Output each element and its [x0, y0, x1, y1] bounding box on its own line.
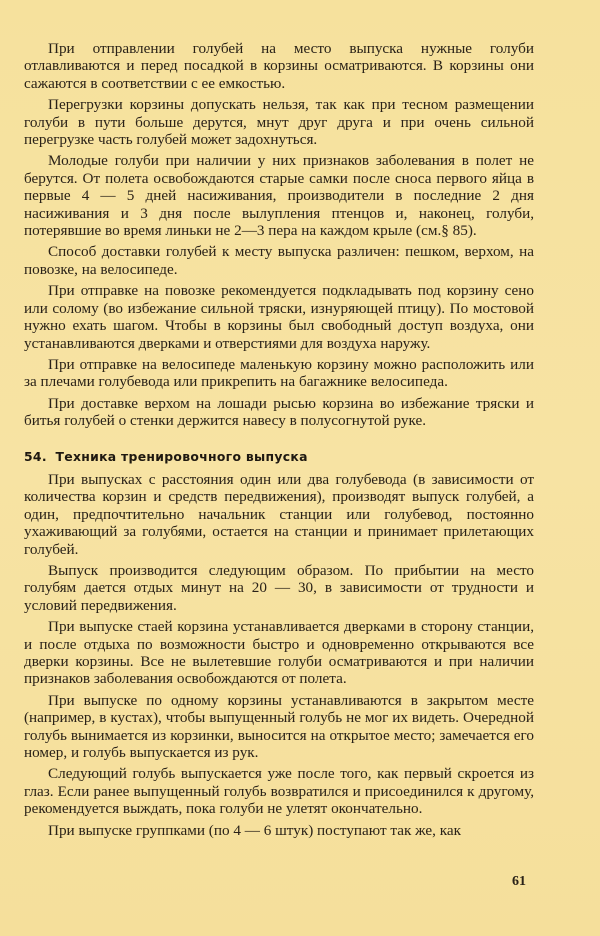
- page-number: 61: [512, 874, 526, 889]
- section-number: 54.: [24, 448, 47, 464]
- paragraph-11: При выпуске по одному корзины устанавливаются в закрытом месте (например, в кустах), чтобы выпущенный голубь не мог их видеть. Очередной голубь вынимается из корзинки, выносится на открытое место; замечается его номер, и голубь выпускается из рук.: [24, 691, 534, 762]
- paragraph-13: При выпуске группками (по 4 — 6 штук) поступают так же, как: [48, 821, 462, 839]
- paragraph-12: Следующий голубь выпускается уже после того, как первый скроется из глаз. Если ранее выпущенный голубь возвратился и присоединился к другому, рекомендуется выждать, пока голуби не улетят окончательно.: [24, 765, 534, 818]
- paragraph-9: Выпуск производится следующим образом. По прибытии на место голубям дается отдых минут на 20 — 30, в зависимости от трудности и условий передвижения.: [24, 561, 534, 614]
- paragraph-3: Молодые голуби при наличии у них признаков заболевания в полет не берутся. От полета освобождаются старые самки после сноса первого яйца в первые 4 — 5 дней насиживания, производители в последние 2 дня насиживания и 3 дня после вылупления птенцов и, наконец, голуби, потерявшие во время линьки не 2—3 пера на каждом крыле (см.§ 85).: [24, 152, 534, 240]
- paragraph-6: При отправке на велосипеде маленькую корзину можно расположить или за плечами голубевода или прикрепить на багажнике велосипеда.: [24, 355, 534, 391]
- paragraph-8: При выпусках с расстояния один или два голубевода (в зависимости от количества корзин и средств передвижения), производят выпуск голубей, а один, предпочтительно начальник станции или голубевод, постоянно ухаживающий за голубями, остается на станции и принимает прилетающих голубей.: [24, 470, 534, 558]
- paragraph-5: При отправке на повозке рекомендуется подкладывать под корзину сено или солому (во избежание сильной тряски, изнуряющей птицу). По мостовой нужно ехать шагом. Чтобы в корзины был свободный доступ воздуха, они устанавливаются дверками и отверстиями для воздуха наружу.: [24, 282, 534, 352]
- page-body: [24, 40, 534, 839]
- paragraph-7: При доставке верхом на лошади рысью корзина во избежание тряски и битья голубей о стенки держится навесу в полусогнутой руке.: [24, 394, 534, 430]
- paragraph-2: Перегрузки корзины допускать нельзя, так как при тесном размещении голуби в пути больше дерутся, мнут друг друга и при очень сильной перегрузке часть голубей может задохнуться.: [24, 96, 534, 149]
- paragraph-1: При отправлении голубей на место выпуска нужные голуби отлавливаются и перед посадкой в корзины осматриваются. В корзины они сажаются в соответствии с ее емкостью.: [24, 40, 534, 92]
- section-heading: [24, 448, 534, 465]
- paragraph-10: При выпуске стаей корзина устанавливается дверками в сторону станции, и после отдыха по возможности быстро и одновременно открываются все дверки корзины. Все не вылетевшие голуби осматриваются и при наличии признаков заболевания освобождаются от полета.: [24, 618, 534, 688]
- section-title: Техника тренировочного выпуска: [55, 448, 308, 464]
- paragraph-4: Способ доставки голубей к месту выпуска различен: пешком, верхом, на повозке, на велосипеде.: [24, 243, 534, 278]
